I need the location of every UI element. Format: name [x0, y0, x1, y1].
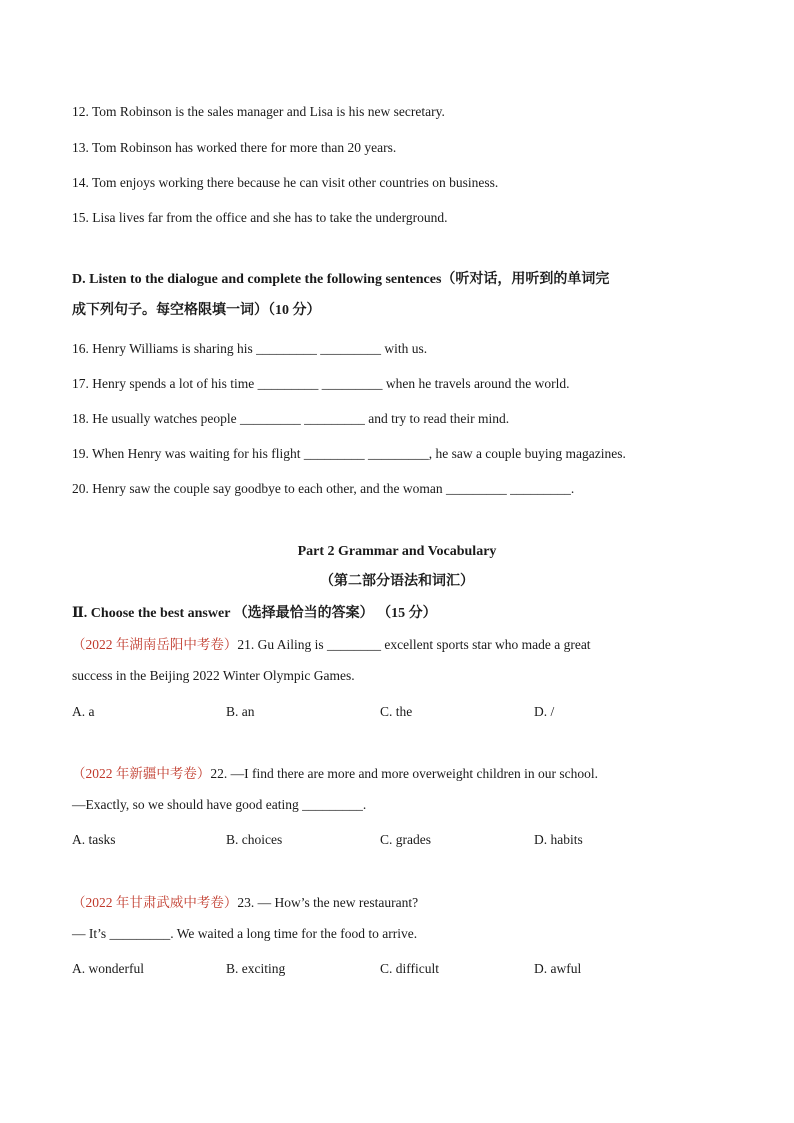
q22-option-c: C. grades — [380, 832, 431, 847]
q23-option-c: C. difficult — [380, 961, 439, 976]
sentence-18: 18. He usually watches people _________ _________ and try to read their mind. — [72, 411, 510, 426]
sentence-17: 17. Henry spends a lot of his time _________ _________ when he travels around the world. — [72, 376, 570, 391]
sentence-19: 19. When Henry was waiting for his flight _________ _________, he saw a couple buying magazines. — [72, 446, 626, 461]
statement-13: 13. Tom Robinson has worked there for more than 20 years. — [72, 140, 397, 155]
question-text: 21. Gu Ailing is ________ excellent sports star who made a great — [237, 637, 591, 652]
q23-option-b: B. exciting — [226, 961, 286, 976]
question-source: （2022 年甘肃武威中考卷） — [72, 895, 238, 910]
question-source: （2022 年湖南岳阳中考卷） — [72, 637, 238, 652]
q22-option-d: D. habits — [534, 832, 583, 847]
question-21-line2: success in the Beijing 2022 Winter Olympic Games. — [72, 668, 355, 683]
q22-option-b: B. choices — [226, 832, 283, 847]
q23-option-d: D. awful — [534, 961, 582, 976]
part2-title: Part 2 Grammar and Vocabulary — [297, 544, 497, 559]
question-22-line2: —Exactly, so we should have good eating _________. — [72, 797, 367, 812]
statement-14: 14. Tom enjoys working there because he can visit other countries on business. — [72, 175, 499, 190]
q22-option-a: A. tasks — [72, 832, 116, 847]
q21-option-b: B. an — [226, 704, 255, 719]
statement-12: 12. Tom Robinson is the sales manager and Lisa is his new secretary. — [72, 104, 445, 119]
q23-option-a: A. wonderful — [72, 961, 144, 976]
question-text: 23. — How’s the new restaurant? — [237, 895, 419, 910]
statement-15: 15. Lisa lives far from the office and she has to take the underground. — [72, 210, 448, 225]
sentence-20: 20. Henry saw the couple say goodbye to each other, and the woman _________ _________. — [72, 481, 575, 496]
q21-option-a: A. a — [72, 704, 95, 719]
question-text: 22. —I find there are more and more overweight children in our school. — [210, 766, 598, 781]
sentence-16: 16. Henry Williams is sharing his _________ _________ with us. — [72, 341, 428, 356]
section-d-heading-line1: D. Listen to the dialogue and complete the following sentences（听对话，用听到的单词完 — [72, 272, 610, 287]
question-23-line1 — [72, 894, 418, 912]
part2-subtitle: （第二部分语法和词汇） — [320, 574, 474, 589]
question-22-line1 — [72, 765, 598, 783]
question-23-line2: — It’s _________. We waited a long time for the food to arrive. — [72, 926, 418, 941]
section-ii-heading: Ⅱ. Choose the best answer （选择最恰当的答案） （15 分） — [72, 606, 437, 621]
section-d-heading-line2: 成下列句子。每空格限填一词）（10 分） — [72, 303, 321, 318]
question-21-line1 — [72, 636, 591, 654]
question-source: （2022 年新疆中考卷） — [72, 766, 211, 781]
q21-option-d: D. / — [534, 704, 555, 719]
q21-option-c: C. the — [380, 704, 413, 719]
